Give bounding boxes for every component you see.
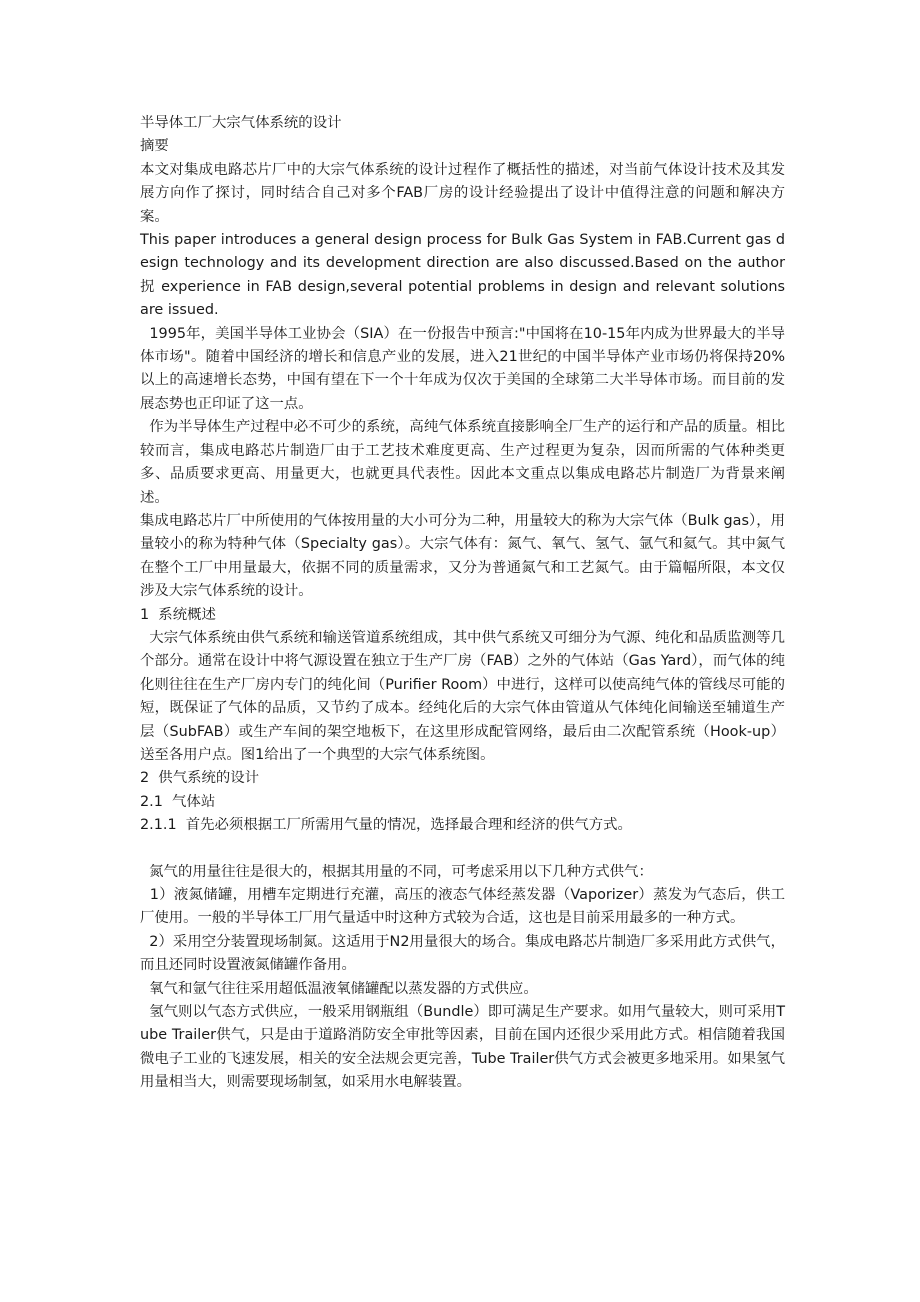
abstract-heading: 摘要 <box>140 138 169 155</box>
section-2-1-1: 2.1.1 首先必须根据工厂所需用气量的情况，选择最合理和经济的供气方式。 <box>140 817 632 834</box>
hydrogen-paragraph: 氢气则以气态方式供应，一般采用钢瓶组（Bundle）即可满足生产要求。如用气量较大，则可采用Tube Trailer供气，只是由于道路消防安全审批等因素，目前在国内还很少采用此方式。相信随着我国微电子工业的飞速发展，相关的安全法规会更完善，Tube Trailer供气方式会被更多地采用。如果氢气用量相当大，则需要现场制氢，如采用水电解装置。 <box>140 1004 785 1091</box>
abstract-english: This paper introduces a general design process for Bulk Gas System in FAB.Current gas design technology and its development direction are also discussed.Based on the author 拀 experience in FAB design,several potential problems in design and relevant solutions are issued. <box>140 232 790 319</box>
intro-paragraph-2: 作为半导体生产过程中必不可少的系统，高纯气体系统直接影响全厂生产的运行和产品的质量。相比较而言，集成电路芯片制造厂由于工艺技术难度更高、生产过程更为复杂，因而所需的气体种类更多、品质要求更高、用量更大，也就更具代表性。因此本文重点以集成电路芯片制造厂为背景来阐述。 <box>140 419 785 506</box>
section-2-heading: 2 供气系统的设计 <box>140 770 260 787</box>
document-page <box>140 112 790 1095</box>
document-title: 半导体工厂大宗气体系统的设计 <box>140 115 342 131</box>
nitrogen-item-2: 2）采用空分装置现场制氮。这适用于N2用量很大的场合。集成电路芯片制造厂多采用此方式供气，而且还同时设置液氮储罐作备用。 <box>140 933 785 974</box>
nitrogen-item-1: 1）液氮储罐，用槽车定期进行充灌，高压的液态气体经蒸发器（Vaporizer）蒸发为气态后，供工厂使用。一般的半导体工厂用气量适中时这种方式较为合适，这也是目前采用最多的一种方式。 <box>140 887 785 927</box>
nitrogen-intro: 氮气的用量往往是很大的，根据其用量的不同，可考虑采用以下几种方式供气： <box>140 863 653 880</box>
abstract-chinese: 本文对集成电路芯片厂中的大宗气体系统的设计过程作了概括性的描述，对当前气体设计技术及其发展方向作了探讨，同时结合自己对多个FAB厂房的设计经验提出了设计中值得注意的问题和解决方案。 <box>140 161 785 225</box>
intro-paragraph-1: 1995年，美国半导体工业协会（SIA）在一份报告中预言:"中国将在10-15年内成为世界最大的半导体市场"。随着中国经济的增长和信息产业的发展，进入21世纪的中国半导体产业市场仍将保持20%以上的高速增长态势，中国有望在下一个十年成为仅次于美国的全球第二大半导体市场。而目前的发展态势也正印证了这一点。 <box>140 325 785 412</box>
intro-paragraph-3: 集成电路芯片厂中所使用的气体按用量的大小可分为二种，用量较大的称为大宗气体（Bulk gas），用量较小的称为特种气体（Specialty gas）。大宗气体有：氮气、氧气、氢气、氩气和氦气。其中氮气在整个工厂中用量最大，依据不同的质量需求，又分为普通氮气和工艺氮气。由于篇幅所限，本文仅涉及大宗气体系统的设计。 <box>140 512 785 600</box>
oxygen-argon-paragraph: 氧气和氩气往往采用超低温液氧储罐配以蒸发器的方式供应。 <box>140 980 538 997</box>
section-1-heading: 1 系统概述 <box>140 606 216 623</box>
section-1-paragraph: 大宗气体系统由供气系统和输送管道系统组成，其中供气系统又可细分为气源、纯化和品质监测等几个部分。通常在设计中将气源设置在独立于生产厂房（FAB）之外的气体站（Gas Yard），而气体的纯化则往往在生产厂房内专门的纯化间（Purifier Room）中进行，这样可以使高纯气体的管线尽可能的短，既保证了气体的品质，又节约了成本。经纯化后的大宗气体由管道从气体纯化间输送至辅道生产层（SubFAB）或生产车间的架空地板下，在这里形成配管网络，最后由二次配管系统（Hook-up）送至各用户点。图1给出了一个典型的大宗气体系统图。 <box>140 629 785 763</box>
section-2-1-heading: 2.1 气体站 <box>140 793 216 810</box>
blank-line <box>140 838 785 861</box>
